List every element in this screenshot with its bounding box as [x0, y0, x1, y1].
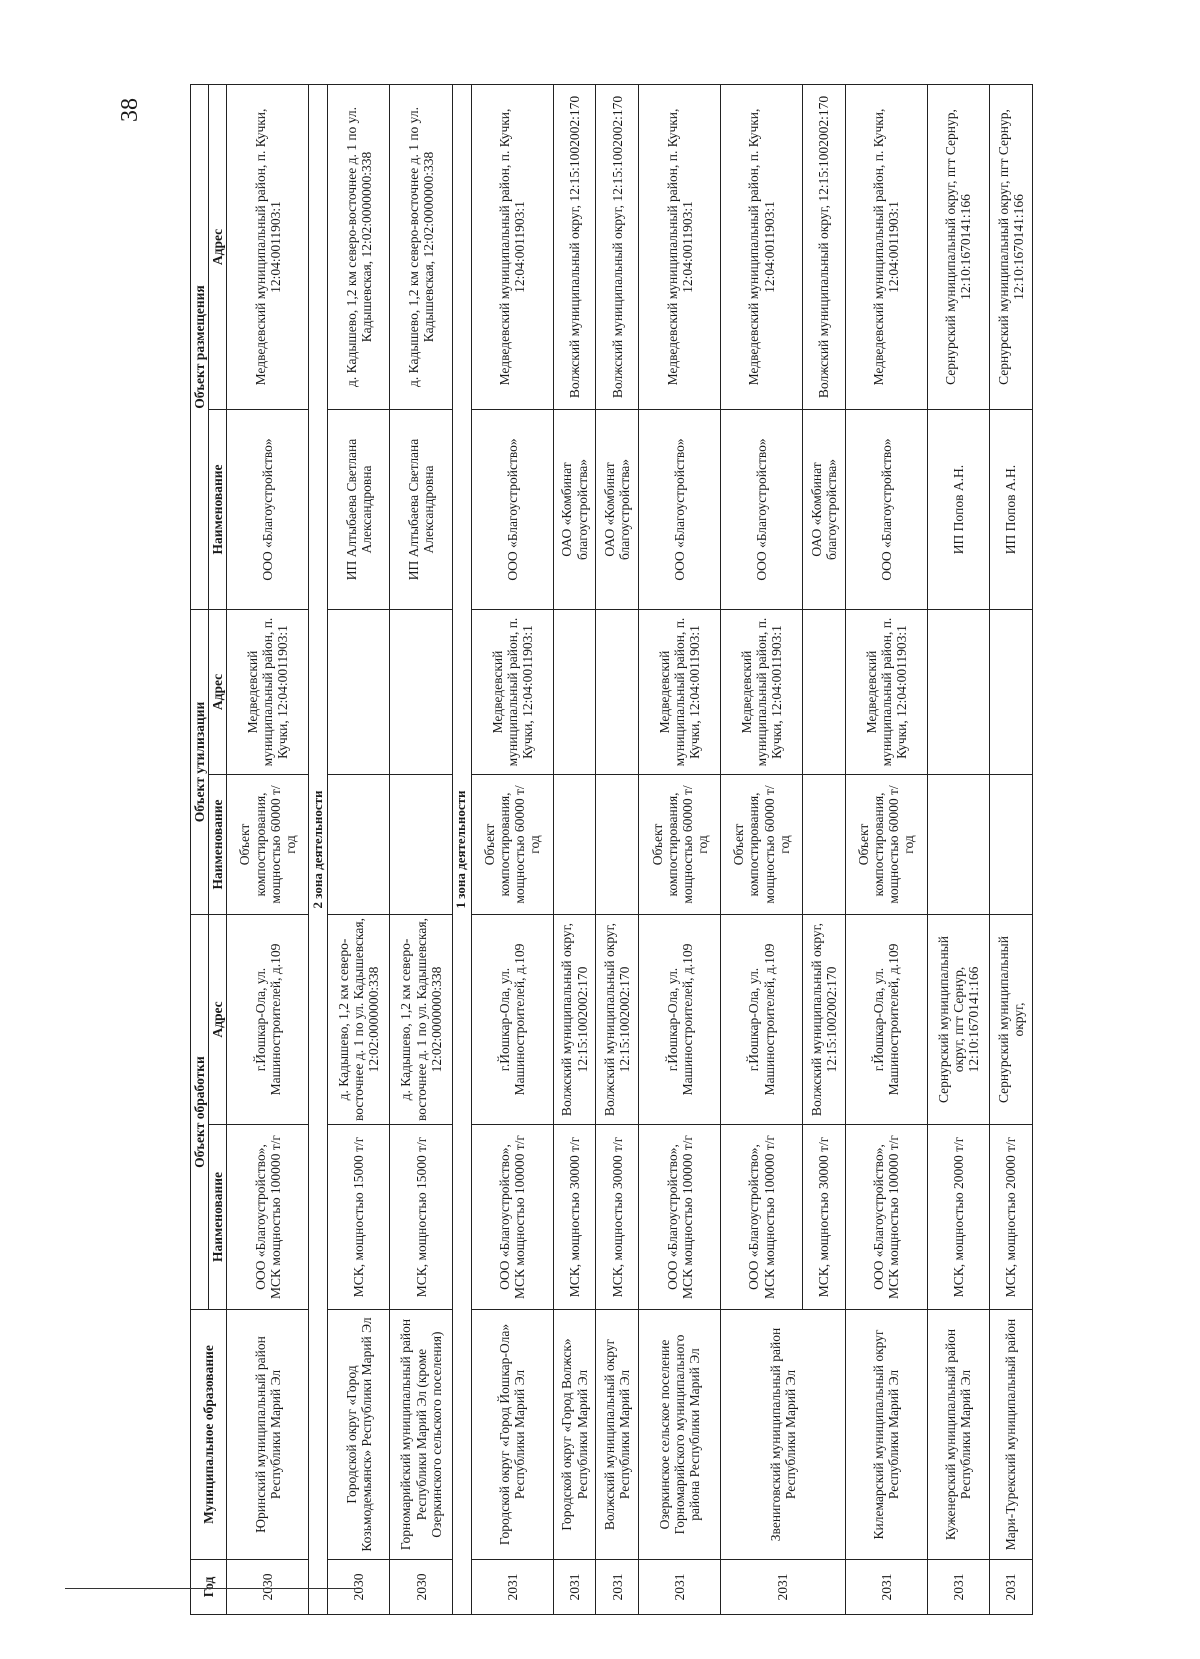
- cell-municipality: Волжский муниципальный округ Республики Марий Эл: [596, 1310, 639, 1560]
- cell-processing-address: д. Кадышево, 1,2 км северо-восточнее д. 1 по ул. Кадышевская, 12:02:0000000:338: [328, 915, 390, 1125]
- cell-processing-address: д. Кадышево, 1,2 км северо-восточнее д. 1 по ул. Кадышевская, 12:02:0000000:338: [390, 915, 452, 1125]
- header-utilization-address: Адрес: [209, 610, 227, 775]
- cell-processing-address: г.Йошкар-Ола, ул. Машиностроителей, д.109: [639, 915, 721, 1125]
- cell-placement-name: ООО «Благоустройство»: [227, 410, 309, 610]
- cell-utilization-address: Медведевский муниципальный район, п. Кучки, 12:04:0011903:1: [721, 610, 803, 775]
- cell-processing-name: МСК, мощностью 30000 т/г: [596, 1125, 639, 1310]
- header-placement: Объект размещения: [191, 85, 209, 610]
- cell-year: 2030: [227, 1560, 309, 1615]
- table-body: [227, 85, 1033, 1615]
- cell-placement-name: ИП Попов А.Н.: [990, 410, 1033, 610]
- cell-utilization-name: Объект компостирования, мощностью 60000 т/год: [227, 775, 309, 915]
- cell-processing-name: ООО «Благоустройство», МСК мощностью 100000 т/г: [845, 1125, 927, 1310]
- cell-placement-address: д. Кадышево, 1,2 км северо-восточнее д. 1 по ул. Кадышевская, 12:02:0000000:338: [390, 85, 452, 410]
- rotated-table-wrapper: [190, 85, 1033, 1615]
- cell-year: 2031: [845, 1560, 927, 1615]
- zone-label: 1 зона деятельности: [452, 85, 471, 1615]
- header-processing-name: Наименование: [209, 1125, 227, 1310]
- cell-municipality: Звениговский муниципальный район Республики Марий Эл: [721, 1310, 846, 1560]
- zone-row: [452, 85, 471, 1615]
- table-row: [927, 85, 989, 1615]
- cell-placement-address: Медведевский муниципальный район, п. Кучки, 12:04:0011903:1: [227, 85, 309, 410]
- cell-processing-address: г.Йошкар-Ола, ул. Машиностроителей, д.109: [227, 915, 309, 1125]
- cell-utilization-address: Медведевский муниципальный район, п. Кучки, 12:04:0011903:1: [227, 610, 309, 775]
- cell-placement-name: ООО «Благоустройство»: [721, 410, 803, 610]
- cell-municipality: Килемарский муниципальный округ Республики Марий Эл: [845, 1310, 927, 1560]
- header-utilization-name: Наименование: [209, 775, 227, 915]
- cell-processing-address: Волжский муниципальный округ, 12:15:1002002:170: [596, 915, 639, 1125]
- cell-placement-name: ООО «Благоустройство»: [639, 410, 721, 610]
- cell-municipality: Юринский муниципальный район Республики Марий Эл: [227, 1310, 309, 1560]
- cell-utilization-name: Объект компостирования, мощностью 60000 т/год: [845, 775, 927, 915]
- cell-utilization-name: [990, 775, 1033, 915]
- cell-placement-address: Волжский муниципальный округ, 12:15:1002002:170: [596, 85, 639, 410]
- cell-municipality: Городской округ «Город Козьмодемьянск» Республики Марий Эл: [328, 1310, 390, 1560]
- cell-processing-name: МСК, мощностью 20000 т/г: [927, 1125, 989, 1310]
- header-year: Год: [191, 1560, 227, 1615]
- page-number: 38: [117, 98, 143, 122]
- header-placement-name: Наименование: [209, 410, 227, 610]
- header-processing-address: Адрес: [209, 915, 227, 1125]
- cell-municipality: Мари-Турекский муниципальный район: [990, 1310, 1033, 1560]
- table-row: [845, 85, 927, 1615]
- waste-facilities-table: [190, 84, 1033, 1615]
- cell-processing-name: МСК, мощностью 30000 т/г: [553, 1125, 596, 1310]
- cell-utilization-name: [390, 775, 452, 915]
- cell-processing-name: ООО «Благоустройство», МСК мощностью 100000 т/г: [721, 1125, 803, 1310]
- cell-utilization-name: [927, 775, 989, 915]
- cell-utilization-name: Объект компостирования, мощностью 60000 т/год: [721, 775, 803, 915]
- cell-municipality: Городской округ «Город Йошкар-Ола» Республики Марий Эл: [471, 1310, 553, 1560]
- cell-placement-address: Волжский муниципальный округ, 12:15:1002002:170: [803, 85, 846, 410]
- cell-processing-name: МСК, мощностью 15000 т/г: [390, 1125, 452, 1310]
- cell-placement-name: ОАО «Комбинат благоустройства»: [553, 410, 596, 610]
- cell-processing-address: г.Йошкар-Ола, ул. Машиностроителей, д.109: [721, 915, 803, 1125]
- cell-year: 2031: [990, 1560, 1033, 1615]
- zone-label: 2 зона деятельности: [309, 85, 328, 1615]
- cell-processing-address: г.Йошкар-Ола, ул. Машиностроителей, д.109: [471, 915, 553, 1125]
- cell-placement-name: ИП Алтыбаева Светлана Александровна: [328, 410, 390, 610]
- table-row: [553, 85, 596, 1615]
- cell-processing-name: МСК, мощностью 20000 т/г: [990, 1125, 1033, 1310]
- cell-utilization-name: Объект компостирования, мощностью 60000 т/год: [639, 775, 721, 915]
- table-row: [596, 85, 639, 1615]
- header-utilization: Объект утилизации: [191, 610, 209, 915]
- cell-utilization-address: [328, 610, 390, 775]
- cell-processing-address: Волжский муниципальный округ, 12:15:1002002:170: [553, 915, 596, 1125]
- cell-placement-address: Медведевский муниципальный район, п. Кучки, 12:04:0011903:1: [639, 85, 721, 410]
- cell-placement-address: Сернурский муниципальный округ, пгт Сернур, 12:10:1670141:166: [990, 85, 1033, 410]
- cell-municipality: Городской округ «Город Волжск» Республики Марий Эл: [553, 1310, 596, 1560]
- cell-utilization-address: Медведевский муниципальный район, п. Кучки, 12:04:0011903:1: [845, 610, 927, 775]
- cell-processing-address: Сернурский муниципальный округ, пгт Сернур, 12:10:1670141:166: [927, 915, 989, 1125]
- cell-processing-name: МСК, мощностью 15000 т/г: [328, 1125, 390, 1310]
- cell-year: 2030: [390, 1560, 452, 1615]
- cell-placement-name: ООО «Благоустройство»: [845, 410, 927, 610]
- cell-utilization-name: [553, 775, 596, 915]
- cell-year: 2031: [553, 1560, 596, 1615]
- cell-year: 2031: [721, 1560, 846, 1615]
- footer-rule: [65, 1588, 360, 1589]
- table-row: [721, 85, 803, 1615]
- table-row: [227, 85, 309, 1615]
- cell-utilization-name: [328, 775, 390, 915]
- cell-processing-name: ООО «Благоустройство», МСК мощностью 100000 т/г: [639, 1125, 721, 1310]
- cell-utilization-name: [803, 775, 846, 915]
- table-row: [390, 85, 452, 1615]
- cell-utilization-address: [596, 610, 639, 775]
- cell-utilization-address: Медведевский муниципальный район, п. Кучки, 12:04:0011903:1: [639, 610, 721, 775]
- cell-placement-name: ООО «Благоустройство»: [471, 410, 553, 610]
- cell-municipality: Горномарийский муниципальный район Республики Марий Эл (кроме Озеркинского сельского поселения): [390, 1310, 452, 1560]
- cell-processing-name: МСК, мощностью 30000 т/г: [803, 1125, 846, 1310]
- table-row: [990, 85, 1033, 1615]
- cell-placement-name: ИП Алтыбаева Светлана Александровна: [390, 410, 452, 610]
- cell-placement-address: Сернурский муниципальный округ, пгт Сернур, 12:10:1670141:166: [927, 85, 989, 410]
- cell-utilization-address: [927, 610, 989, 775]
- cell-placement-name: ИП Попов А.Н.: [927, 410, 989, 610]
- cell-utilization-address: [990, 610, 1033, 775]
- cell-placement-address: Медведевский муниципальный район, п. Кучки, 12:04:0011903:1: [845, 85, 927, 410]
- cell-year: 2030: [328, 1560, 390, 1615]
- cell-municipality: Куженерский муниципальный район Республики Марий Эл: [927, 1310, 989, 1560]
- cell-placement-name: ОАО «Комбинат благоустройства»: [803, 410, 846, 610]
- cell-processing-name: ООО «Благоустройство», МСК мощностью 100000 т/г: [227, 1125, 309, 1310]
- table-row: [328, 85, 390, 1615]
- table-row: [471, 85, 553, 1615]
- cell-year: 2031: [639, 1560, 721, 1615]
- header-processing: Объект обработки: [191, 915, 209, 1310]
- cell-municipality: Озеркинское сельское поселение Горномарийского муниципального района Республики Марий Эл: [639, 1310, 721, 1560]
- table-row: [639, 85, 721, 1615]
- cell-placement-address: Волжский муниципальный округ, 12:15:1002002:170: [553, 85, 596, 410]
- header-municipality: Муниципальное образование: [191, 1310, 227, 1560]
- cell-year: 2031: [471, 1560, 553, 1615]
- header-placement-address: Адрес: [209, 85, 227, 410]
- cell-processing-address: Волжский муниципальный округ, 12:15:1002002:170: [803, 915, 846, 1125]
- cell-processing-name: ООО «Благоустройство», МСК мощностью 100000 т/г: [471, 1125, 553, 1310]
- cell-utilization-address: Медведевский муниципальный район, п. Кучки, 12:04:0011903:1: [471, 610, 553, 775]
- cell-utilization-name: Объект компостирования, мощностью 60000 т/год: [471, 775, 553, 915]
- cell-year: 2031: [596, 1560, 639, 1615]
- cell-placement-address: д. Кадышево, 1,2 км северо-восточнее д. 1 по ул. Кадышевская, 12:02:0000000:338: [328, 85, 390, 410]
- cell-processing-address: г.Йошкар-Ола, ул. Машиностроителей, д.109: [845, 915, 927, 1125]
- cell-placement-address: Медведевский муниципальный район, п. Кучки, 12:04:0011903:1: [471, 85, 553, 410]
- zone-row: [309, 85, 328, 1615]
- cell-year: 2031: [927, 1560, 989, 1615]
- cell-placement-address: Медведевский муниципальный район, п. Кучки, 12:04:0011903:1: [721, 85, 803, 410]
- cell-placement-name: ОАО «Комбинат благоустройства»: [596, 410, 639, 610]
- cell-utilization-address: [553, 610, 596, 775]
- cell-processing-address: Сернурский муниципальный округ,: [990, 915, 1033, 1125]
- cell-utilization-address: [390, 610, 452, 775]
- cell-utilization-address: [803, 610, 846, 775]
- cell-utilization-name: [596, 775, 639, 915]
